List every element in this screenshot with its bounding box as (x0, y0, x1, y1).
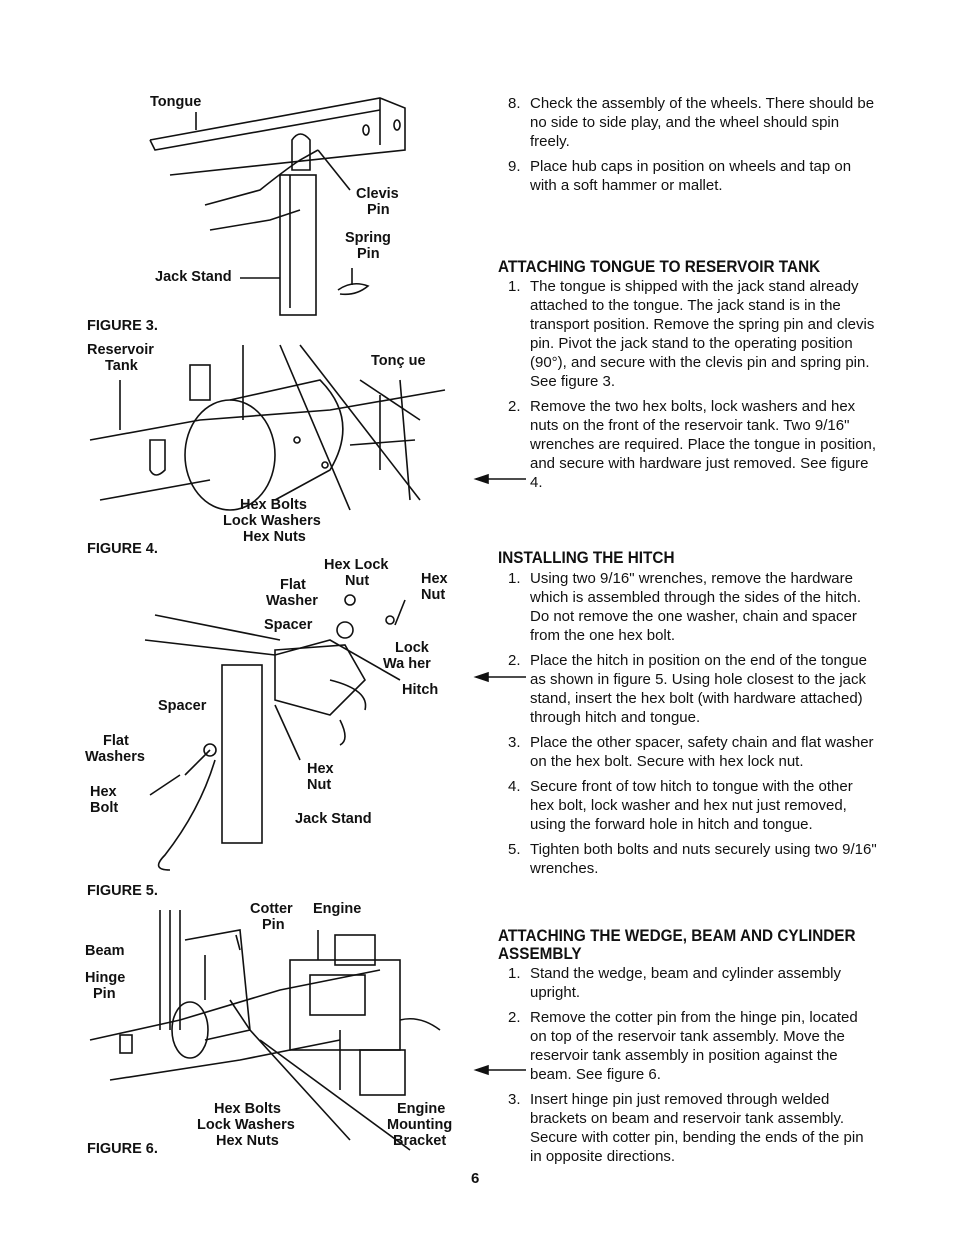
list-item: 3. Insert hinge pin just removed through welded brackets on beam and reservoir tank assembly. Secure with cotter pin, bending the ends of the pin in opposite directions. (508, 1091, 864, 1165)
fig3-label-clevis-pin: Pin (367, 202, 390, 218)
fig6-label-engine: Engine (313, 901, 362, 917)
fig5-label-nut-2: Nut (307, 777, 332, 793)
list-item: 2. Place the hitch in position on the end of the tongue as shown in figure 5. Using hole closest to the jack stand, insert the hex bolt (with hardware attached) through hitch and tongue. (508, 652, 867, 726)
fig6-label-hinge: Hinge (85, 970, 126, 986)
list-item: 2. Remove the cotter pin from the hinge pin, located on top of the reservoir tank assembly. Move the reservoir tank assembly in position against the beam. See figure 6. (508, 1009, 858, 1083)
arrow-left-icon (476, 1066, 526, 1074)
fig6-label-cotter-pin: Pin (262, 917, 285, 933)
list-item: 1. Stand the wedge, beam and cylinder assembly upright. (508, 965, 842, 1001)
section-heading-hitch: INSTALLING THE HITCH (498, 548, 675, 567)
fig4-label-lock-washers: Lock Washers (223, 513, 321, 529)
fig3-label-tongue: Tongue (150, 94, 202, 110)
figure4-caption: FIGURE 4. (87, 541, 158, 557)
fig6-label-hinge-pin: Pin (93, 986, 116, 1002)
fig5-label-bolt: Bolt (90, 800, 119, 816)
fig5-label-jack-stand: Jack Stand (295, 811, 372, 827)
list-item: 8. Check the assembly of the wheels. There should be no side to side play, and the wheel should spin freely. (508, 95, 875, 150)
section-heading-wedge: ATTACHING THE WEDGE, BEAM AND CYLINDER ASSEMBLY (498, 926, 856, 963)
fig5-label-hex: Hex (421, 571, 448, 587)
fig5-label-spacer-2: Spacer (158, 698, 207, 714)
list-item: 1. The tongue is shipped with the jack stand already attached to the tongue. The jack stand is in the transport position. Remove the spring pin and clevis pin. Pivot the jack stand to the operating position (90°), and secure with the clevis pin and spring pin. See figure 3. (508, 278, 875, 390)
fig5-label-lock-washer: Wa her (383, 656, 431, 672)
fig6-label-beam: Beam (85, 943, 125, 959)
fig4-label-tongue: Tonç ue (371, 353, 426, 369)
fig5-label-hex-bolt: Hex (90, 784, 117, 800)
fig5-label-hex-nut: Nut (421, 587, 446, 603)
list-item: 3. Place the other spacer, safety chain and flat washer on the hex bolt. Secure with hex lock nut. (508, 734, 874, 770)
figure6-caption: FIGURE 6. (87, 1141, 158, 1157)
fig4-label-hex-nuts: Hex Nuts (243, 529, 306, 545)
fig5-label-hitch: Hitch (402, 682, 439, 698)
list-item: 1. Using two 9/16" wrenches, remove the hardware which is assembled through the sides of the hitch. Do not remove the one washer, chain and spacer from the one hex bolt. (508, 570, 862, 644)
arrow-left-icon (476, 475, 526, 483)
list-item: 5. Tighten both bolts and nuts securely using two 9/16" wrenches. (508, 841, 877, 877)
figure3-caption: FIGURE 3. (87, 318, 158, 334)
list-item: 4. Secure front of tow hitch to tongue with the other hex bolt, lock washer and hex nut just removed, using the forward hole in hitch and tongue. (508, 778, 853, 833)
figure5-caption: FIGURE 5. (87, 883, 158, 899)
list-item: 2. Remove the two hex bolts, lock washers and hex nuts on the front of the reservoir tank. Two 9/16" wrenches are required. Place the tongue in position, and secure with hardware just removed. See figure 4. (508, 398, 877, 491)
fig6-label-bracket: Bracket (393, 1133, 447, 1149)
section-heading-tongue: ATTACHING TONGUE TO RESERVOIR TANK (498, 257, 821, 276)
fig3-label-spring: Spring (345, 230, 391, 246)
fig5-label-washer: Washer (266, 593, 318, 609)
fig4-label-tank: Tank (105, 358, 138, 374)
fig4-label-reservoir: Reservoir (87, 342, 154, 358)
list-item: 9. Place hub caps in position on wheels and tap on with a soft hammer or mallet. (508, 158, 852, 194)
fig6-label-cotter: Cotter (250, 901, 293, 917)
fig3-label-clevis: Clevis (356, 186, 399, 202)
page-number: 6 (471, 1170, 480, 1187)
fig5-label-flat-washers: Flat (103, 733, 129, 749)
fig5-label-spacer: Spacer (264, 617, 313, 633)
fig5-label-flat: Flat (280, 577, 306, 593)
fig3-label-jack-stand: Jack Stand (155, 269, 232, 285)
fig6-label-hex-bolts: Hex Bolts (214, 1101, 281, 1117)
fig5-label-hex-lock-nut: Nut (345, 573, 370, 589)
fig5-label-lock: Lock (395, 640, 429, 656)
fig6-label-mounting: Mounting (387, 1117, 453, 1133)
fig5-label-washers: Washers (85, 749, 145, 765)
fig4-label-hex-bolts: Hex Bolts (240, 497, 307, 513)
fig5-label-hex-lock: Hex Lock (324, 557, 389, 573)
fig3-label-spring-pin: Pin (357, 246, 380, 262)
fig6-label-engine-mount: Engine (397, 1101, 446, 1117)
fig6-label-hex-nuts: Hex Nuts (216, 1133, 279, 1149)
arrow-left-icon (476, 673, 526, 681)
fig5-label-hex-2: Hex (307, 761, 334, 777)
fig6-label-lock-washers: Lock Washers (197, 1117, 295, 1133)
